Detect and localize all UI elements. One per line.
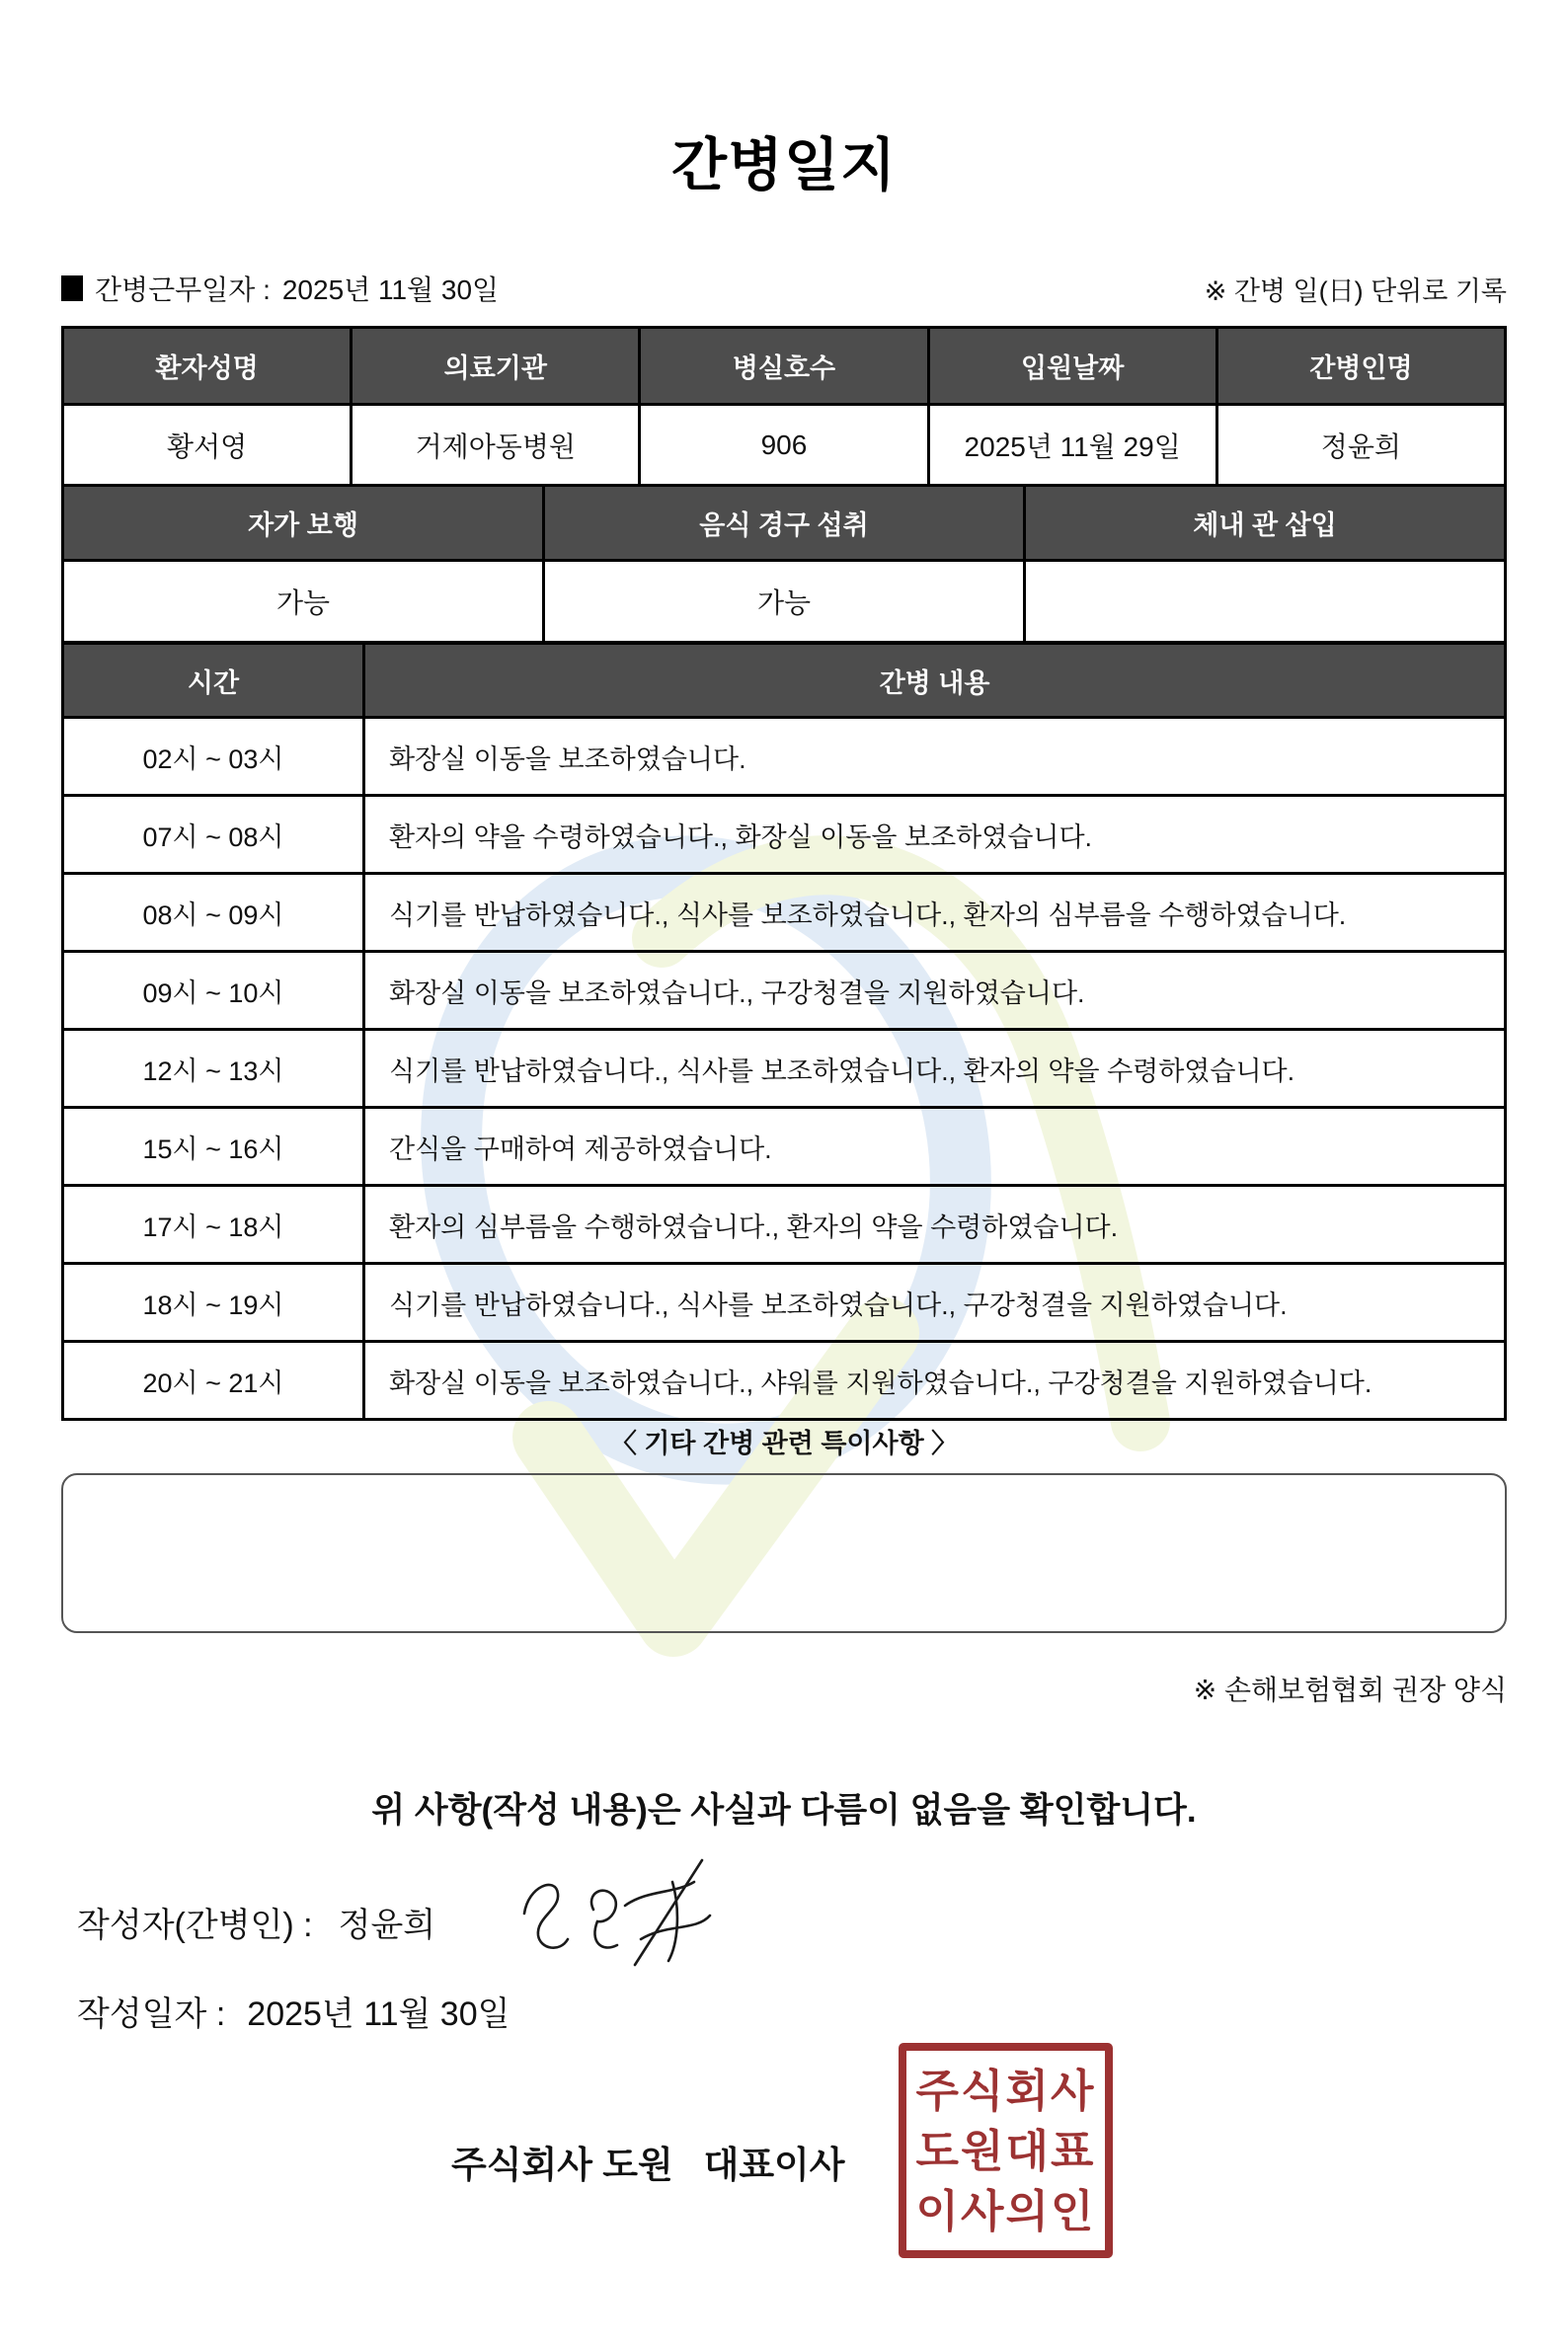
company-ceo-line: 주식회사 도원 대표이사 [451, 2145, 845, 2185]
value-room-number: 906 [640, 405, 928, 486]
writer-label: 작성자(간병인) : [77, 1907, 313, 1944]
content-cell: 간식을 구매하여 제공하였습니다. [364, 1108, 1506, 1186]
time-cell: 18시 ~ 19시 [63, 1264, 364, 1342]
value-caregiver-name: 정윤희 [1216, 405, 1505, 486]
time-cell: 20시 ~ 21시 [63, 1342, 364, 1420]
work-date-label: 간병근무일자 : [95, 274, 271, 305]
seal-row: 도원대표 [915, 2125, 1096, 2176]
header-time: 시간 [63, 644, 364, 718]
content-cell: 식기를 반납하였습니다., 식사를 보조하였습니다., 구강청결을 지원하였습니다. [364, 1264, 1506, 1342]
write-date-value: 2025년 11월 30일 [247, 1995, 510, 2033]
writer-name: 정윤희 [338, 1907, 436, 1944]
header-self-walking: 자가 보행 [63, 486, 544, 561]
header-admission-date: 입원날짜 [928, 328, 1216, 405]
table-row [63, 952, 1506, 1030]
value-medical-institution: 거제아동병원 [352, 405, 640, 486]
header-internal-tube: 체내 관 삽입 [1025, 486, 1506, 561]
content-cell: 식기를 반납하였습니다., 식사를 보조하였습니다., 환자의 심부름을 수행하였습니다. [364, 874, 1506, 952]
care-log-table [61, 642, 1507, 1421]
record-unit-note: ※ 간병 일(日) 단위로 기록 [1204, 275, 1507, 306]
special-notes-heading: 〈 기타 간병 관련 특이사항 〉 [609, 1429, 959, 1458]
caregiver-signature [509, 1852, 716, 1979]
value-self-walking: 가능 [63, 561, 544, 643]
write-date-line [77, 1987, 510, 2035]
time-cell: 17시 ~ 18시 [63, 1186, 364, 1264]
confirmation-statement: 위 사항(작성 내용)은 사실과 다름이 없음을 확인합니다. [371, 1791, 1197, 1830]
time-cell: 02시 ~ 03시 [63, 718, 364, 796]
table-row [63, 874, 1506, 952]
time-cell: 09시 ~ 10시 [63, 952, 364, 1030]
patient-status-table [61, 484, 1507, 644]
table-row [63, 1030, 1506, 1108]
insurance-form-note: ※ 손해보험협회 권장 양식 [1193, 1675, 1507, 1705]
value-oral-intake: 가능 [544, 561, 1025, 643]
time-cell: 07시 ~ 08시 [63, 796, 364, 874]
status-value-row [63, 561, 1506, 643]
value-patient-name: 황서영 [63, 405, 352, 486]
page-title: 간병일지 [670, 133, 898, 197]
content-cell: 화장실 이동을 보조하였습니다., 구강청결을 지원하였습니다. [364, 952, 1506, 1030]
table-row [63, 718, 1506, 796]
value-admission-date: 2025년 11월 29일 [928, 405, 1216, 486]
care-log-header-row [63, 644, 1506, 718]
header-patient-name: 환자성명 [63, 328, 352, 405]
table-row [63, 1264, 1506, 1342]
time-cell: 12시 ~ 13시 [63, 1030, 364, 1108]
content-cell: 화장실 이동을 보조하였습니다., 샤워를 지원하였습니다., 구강청결을 지원하였습니다. [364, 1342, 1506, 1420]
content-cell: 환자의 약을 수령하였습니다., 화장실 이동을 보조하였습니다. [364, 796, 1506, 874]
writer-line [77, 1898, 435, 1946]
table-row [63, 1108, 1506, 1186]
table-row [63, 1186, 1506, 1264]
status-header-row [63, 486, 1506, 561]
content-cell: 화장실 이동을 보조하였습니다. [364, 718, 1506, 796]
work-date-value: 2025년 11월 30일 [281, 274, 500, 305]
header-care-content: 간병 내용 [364, 644, 1506, 718]
company-seal-stamp [899, 2043, 1113, 2258]
patient-info-header-row [63, 328, 1506, 405]
work-date-line [61, 269, 499, 308]
write-date-label: 작성일자 : [77, 1995, 226, 2033]
table-row [63, 1342, 1506, 1420]
seal-row: 이사의인 [915, 2185, 1096, 2236]
header-caregiver-name: 간병인명 [1216, 328, 1505, 405]
content-cell: 식기를 반납하였습니다., 식사를 보조하였습니다., 환자의 약을 수령하였습니다. [364, 1030, 1506, 1108]
value-internal-tube [1025, 561, 1506, 643]
table-row [63, 796, 1506, 874]
black-square-bullet-icon [61, 275, 83, 301]
seal-row: 주식회사 [915, 2065, 1096, 2116]
time-cell: 08시 ~ 09시 [63, 874, 364, 952]
meta-row [61, 269, 1507, 308]
header-room-number: 병실호수 [640, 328, 928, 405]
header-medical-institution: 의료기관 [352, 328, 640, 405]
content-cell: 환자의 심부름을 수행하였습니다., 환자의 약을 수령하였습니다. [364, 1186, 1506, 1264]
time-cell: 15시 ~ 16시 [63, 1108, 364, 1186]
special-notes-box [61, 1473, 1507, 1633]
header-oral-intake: 음식 경구 섭취 [544, 486, 1025, 561]
patient-info-table [61, 326, 1507, 487]
patient-info-value-row [63, 405, 1506, 486]
